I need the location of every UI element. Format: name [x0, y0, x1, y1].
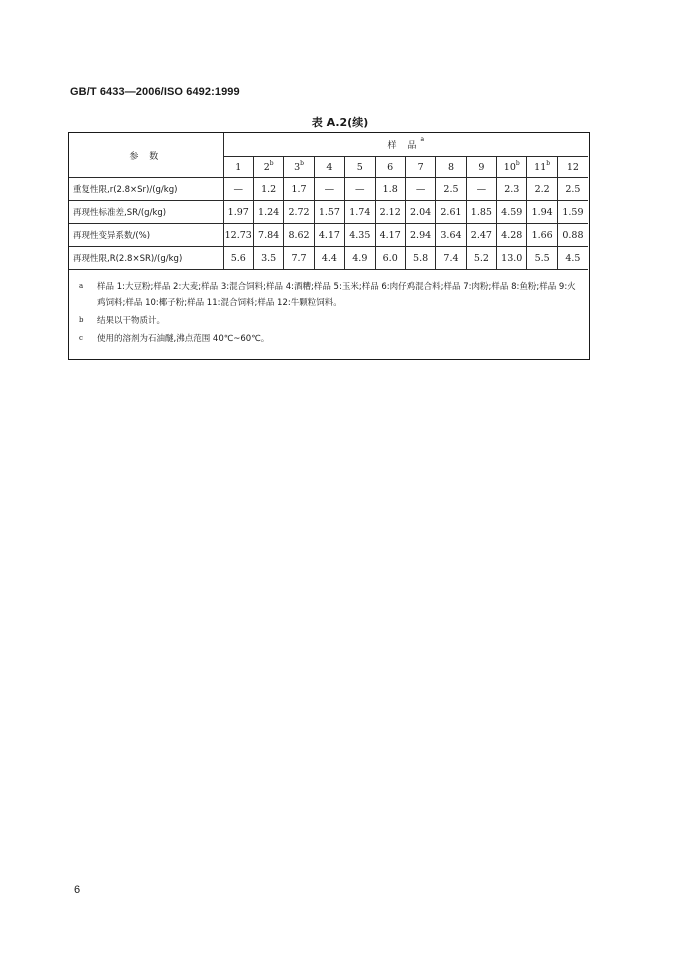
table-note — [79, 331, 584, 347]
table-cell: 2.5 — [436, 178, 466, 201]
table-cell: 3.5 — [253, 247, 283, 270]
page-number: 6 — [74, 884, 81, 896]
table-cell: 1.7 — [284, 178, 314, 201]
table-cell: 13.0 — [497, 247, 527, 270]
table-cell: 4.4 — [314, 247, 344, 270]
column-header: 12 — [557, 157, 588, 178]
table-cell: — — [314, 178, 344, 201]
row-label: 再现性限,R(2.8×SR)/(g/kg) — [69, 247, 223, 270]
table-cell: 2.12 — [375, 201, 405, 224]
table-notes — [79, 279, 584, 347]
data-table-frame — [68, 132, 590, 360]
param-header: 参 数 — [69, 133, 223, 178]
column-header: 4 — [314, 157, 344, 178]
table-cell: 4.59 — [497, 201, 527, 224]
note-mark: b — [79, 316, 84, 324]
table-cell: 4.35 — [345, 224, 375, 247]
table-cell: — — [345, 178, 375, 201]
table-cell: 12.73 — [223, 224, 253, 247]
table-cell: 1.8 — [375, 178, 405, 201]
table-row — [69, 224, 588, 247]
row-label: 再现性变异系数/(%) — [69, 224, 223, 247]
table-body — [69, 178, 588, 270]
column-header-sup: b — [269, 159, 274, 167]
row-label: 重复性限,r(2.8×Sr)/(g/kg) — [69, 178, 223, 201]
column-header: 5 — [345, 157, 375, 178]
table-cell: 2.61 — [436, 201, 466, 224]
table-cell: 2.94 — [405, 224, 435, 247]
table-cell: 1.57 — [314, 201, 344, 224]
table-cell: 4.17 — [314, 224, 344, 247]
table-cell: 1.74 — [345, 201, 375, 224]
table-cell: 7.84 — [253, 224, 283, 247]
table-row — [69, 201, 588, 224]
table-cell: 1.85 — [466, 201, 496, 224]
samples-header-sup: a — [420, 136, 425, 143]
table-cell: 8.62 — [284, 224, 314, 247]
column-header: 1 — [223, 157, 253, 178]
table-cell: 2.3 — [497, 178, 527, 201]
table-cell: 7.4 — [436, 247, 466, 270]
table-cell: 5.8 — [405, 247, 435, 270]
table-cell: 1.66 — [527, 224, 557, 247]
table-title: 表 A.2(续) — [311, 116, 369, 129]
table-row — [69, 178, 588, 201]
table-cell: 4.9 — [345, 247, 375, 270]
table-cell: 2.72 — [284, 201, 314, 224]
table-cell: 5.5 — [527, 247, 557, 270]
data-table — [69, 133, 588, 270]
table-cell: 5.6 — [223, 247, 253, 270]
column-header-sup: b — [515, 159, 520, 167]
note-text: 样品 1:大豆粉;样品 2:大麦;样品 3:混合饲料;样品 4:酒糟;样品 5:玉米;样品 6:肉仔鸡混合料;样品 7:肉粉;样品 8:鱼粉;样品 9:火鸡饲料;样品 10:椰子粉;样品 11:混合饲料;样品 12:牛颗粒饲料。 — [97, 282, 576, 308]
table-cell: — — [223, 178, 253, 201]
column-header: 6 — [375, 157, 405, 178]
table-cell: 5.2 — [466, 247, 496, 270]
column-header: 7 — [405, 157, 435, 178]
note-mark: a — [79, 282, 84, 290]
column-header: 8 — [436, 157, 466, 178]
table-cell: 7.7 — [284, 247, 314, 270]
table-cell: 2.47 — [466, 224, 496, 247]
samples-header: 样 品$^a$ — [223, 133, 588, 157]
column-header: 2$^b$ — [253, 157, 283, 178]
table-cell: — — [405, 178, 435, 201]
column-header-sup: b — [546, 159, 551, 167]
column-header-sup: b — [300, 159, 304, 167]
note-text: 使用的溶剂为石油醚,沸点范围 40℃~60℃。 — [97, 334, 270, 344]
table-note — [79, 313, 584, 329]
table-cell: 4.28 — [497, 224, 527, 247]
table-cell: 0.88 — [557, 224, 588, 247]
table-row — [69, 247, 588, 270]
table-note — [79, 279, 584, 311]
table-cell: 2.2 — [527, 178, 557, 201]
table-cell: 1.59 — [557, 201, 588, 224]
table-cell: 1.94 — [527, 201, 557, 224]
note-mark: c — [79, 334, 83, 342]
table-cell: 4.5 — [557, 247, 588, 270]
standard-code: GB/T 6433—2006/ISO 6492:1999 — [70, 86, 240, 98]
table-cell: 1.97 — [223, 201, 253, 224]
table-cell: 1.24 — [253, 201, 283, 224]
column-header: 11$^b$ — [527, 157, 557, 178]
table-cell: — — [466, 178, 496, 201]
table-cell: 3.64 — [436, 224, 466, 247]
column-header: 3$^b$ — [284, 157, 314, 178]
row-label: 再现性标准差,SR/(g/kg) — [69, 201, 223, 224]
table-cell: 6.0 — [375, 247, 405, 270]
note-text: 结果以干物质计。 — [97, 316, 166, 326]
table-cell: 4.17 — [375, 224, 405, 247]
table-cell: 1.2 — [253, 178, 283, 201]
column-header: 10$^b$ — [497, 157, 527, 178]
table-cell: 2.5 — [557, 178, 588, 201]
table-cell: 2.04 — [405, 201, 435, 224]
column-header: 9 — [466, 157, 496, 178]
